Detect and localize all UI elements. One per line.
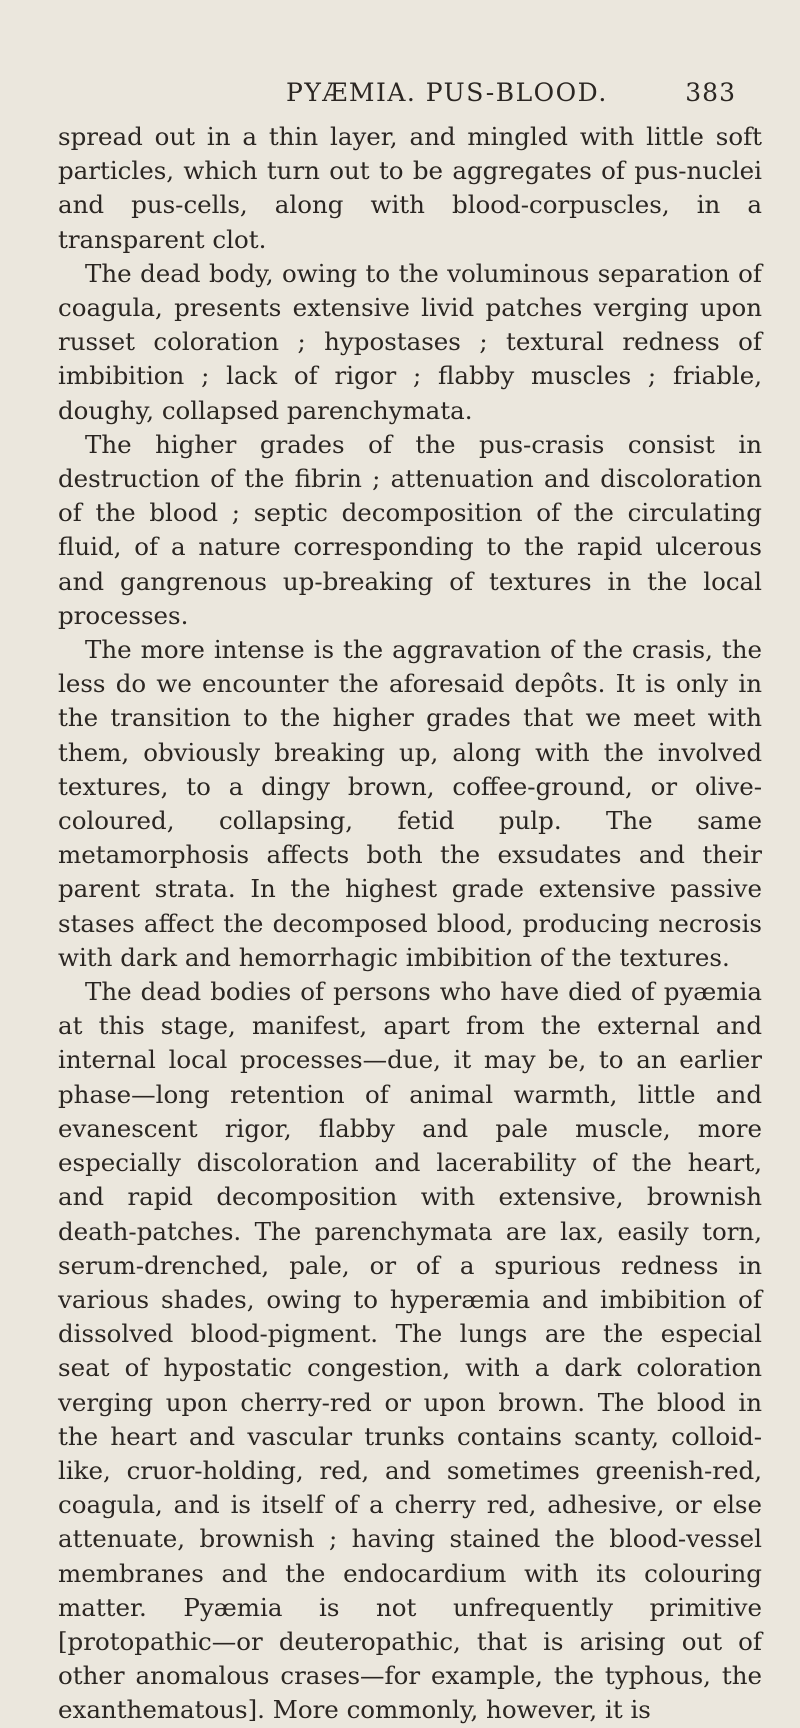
page-number: 383 (685, 78, 736, 107)
running-title: PYÆMIA. PUS-BLOOD. (286, 78, 608, 107)
body-text (58, 120, 762, 1728)
paragraph: The dead body, owing to the voluminous separation of coagula, presents extensive livid patches verging upon russet coloration ; hypostases ; textural redness of imbibition ; lack of rigor ; flabby muscles ; friable, doughy, collapsed parenchymata. (58, 258, 762, 425)
paragraph: The higher grades of the pus-crasis consist in destruction of the fibrin ; attenuation and discoloration of the blood ; septic decomposition of the circulating fluid, of a nature corresponding to the rapid ulcerous and gangrenous up-breaking of textures in the local processes. (58, 429, 762, 630)
paragraph-continuation: spread out in a thin layer, and mingled with little soft particles, which turn out to be aggregates of pus-nuclei and pus-cells, along with blood-corpuscles, in a transparent clot. (58, 122, 762, 254)
paragraph: The dead bodies of persons who have died of pyæmia at this stage, manifest, apart from the external and internal local processes—due, it may be, to an earlier phase—long retention of animal warmth, little and evanescent rigor, flabby and pale muscle, more especially discoloration and lacerability of the heart, and rapid decomposition with extensive, brownish death-patches. The parenchymata are lax, easily torn, serum-drenched, pale, or of a spurious redness in various shades, owing to hyperæmia and imbibition of dissolved blood-pigment. The lungs are the especial seat of hypostatic congestion, with a dark coloration verging upon cherry-red or upon brown. The blood in the heart and vascular trunks contains scanty, colloid-like, cruor-holding, red, and sometimes greenish-red, coagula, and is itself of a cherry red, adhesive, or else attenuate, brownish ; having stained the blood-vessel membranes and the endocardium with its colouring matter. Pyæmia is not unfrequently primitive [protopathic—or deuteropathic, that is arising out of other anomalous crases—for example, the typhous, the exanthematous]. More commonly, however, it is (58, 977, 762, 1725)
running-head (58, 72, 762, 112)
paragraph: The more intense is the aggravation of the crasis, the less do we encounter the aforesaid depôts. It is only in the transition to the higher grades that we meet with them, obviously breaking up, along with the involved textures, to a dingy brown, coffee-ground, or olive-coloured, collapsing, fetid pulp. The same metamorphosis affects both the exsudates and their parent strata. In the highest grade extensive passive stases affect the decomposed blood, producing necrosis with dark and hemorrhagic imbibition of the textures. (58, 635, 762, 972)
